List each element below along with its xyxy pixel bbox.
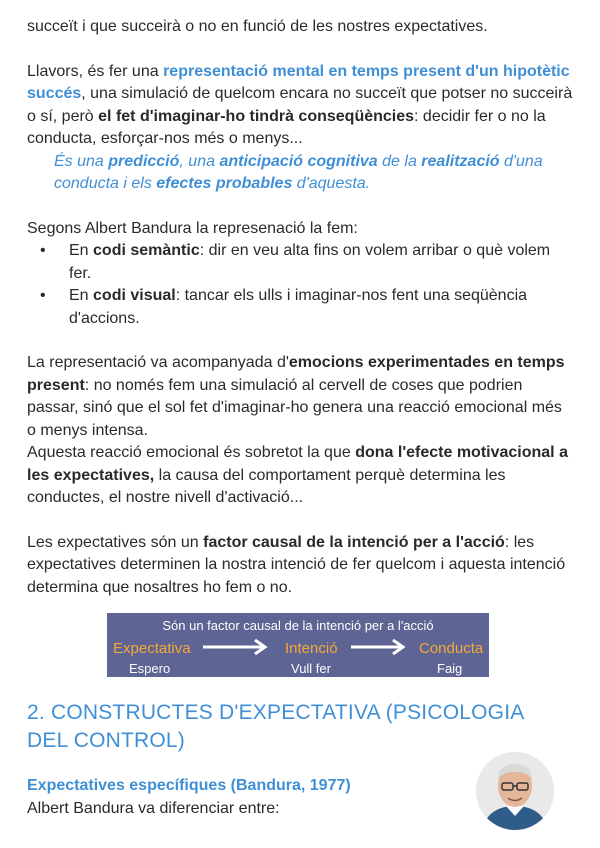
bullet-dot-icon: •	[40, 287, 46, 304]
paragraph-emotions	[27, 352, 575, 442]
list-item	[27, 285, 575, 330]
bold-emotions: emocions experimentades en temps present	[27, 354, 565, 394]
text-run: Llavors, és fer una	[27, 62, 164, 80]
text-run: : les expectatives determinen la nostra intenció de fer quelcom i aquesta intenció determina que nosaltres ho fem o no.	[27, 533, 566, 596]
figure-sub-espero: Espero	[129, 661, 171, 676]
text-run: Les expectatives són un	[27, 533, 204, 551]
quote-text: de la	[377, 152, 422, 170]
figure-sub-faig: Faig	[437, 661, 463, 676]
figure-sub-vull-fer: Vull fer	[291, 661, 331, 676]
paragraph-causal-factor	[27, 532, 575, 600]
quote-text: , una	[179, 152, 220, 170]
arrow-right-icon	[349, 639, 411, 655]
avatar	[476, 752, 554, 830]
quote-bold-realization: realització	[421, 152, 500, 170]
bold-term: codi visual	[93, 287, 176, 304]
bold-motivational-effect: dona l'efecte motivacional a les expectatives,	[27, 444, 568, 484]
quote-text: És una	[54, 152, 109, 170]
figure-term-conducta: Conducta	[419, 640, 484, 657]
text-run: La representació va acompanyada d'	[27, 354, 289, 371]
portrait-icon	[476, 752, 554, 830]
section-heading: 2. CONSTRUCTES D'EXPECTATIVA (PSICOLOGIA DEL CONTROL)	[27, 701, 524, 752]
bullet-list	[27, 240, 575, 330]
highlight-mental-representation: representació mental en temps present d'un hipotètic succés	[27, 62, 570, 102]
text-run: , una simulació de quelcom encara no succeït que potser no succeirà o sí, però	[27, 85, 573, 125]
bold-consequences: el fet d'imaginar-ho tindrà conseqüències	[98, 107, 415, 125]
figure-causal-chain	[107, 613, 489, 677]
figure-title: Són un factor causal de la intenció per a l'acció	[162, 618, 434, 633]
bullet-dot-icon: •	[40, 242, 46, 259]
quote-bold-effects: efectes probables	[156, 175, 293, 192]
bold-term: codi semàntic	[93, 242, 200, 259]
subheading: Expectatives específiques (Bandura, 1977)	[27, 777, 351, 794]
text-run: : tancar els ulls i imaginar-nos fent una seqüència d'accions.	[69, 287, 528, 327]
quote-text: d'aquesta.	[292, 175, 371, 192]
paragraph-intro-end: succeït i que succeirà o no en funció de les nostres expectatives.	[27, 18, 488, 35]
text-run: : decidir fer o no la conducta, esforçar-nos més o menys...	[27, 107, 546, 147]
text-run: En	[69, 242, 94, 259]
list-item	[27, 240, 575, 285]
text-run: : dir en veu alta fins on volem arribar o què volem fer.	[69, 242, 551, 282]
text-run: Aquesta reacció emocional és sobretot la que	[27, 444, 356, 461]
quote-definition	[54, 151, 575, 196]
arrow-right-icon	[201, 639, 275, 655]
text-run: : no només fem una simulació al cervell de coses que podrien passar, sinó que el sol fet d'imaginar-ho genera una reacció emocional més o menys intensa.	[27, 376, 562, 439]
figure-term-intencio: Intenció	[285, 640, 338, 657]
quote-bold-anticipation: anticipació cognitiva	[219, 152, 378, 170]
quote-bold-prediction: predicció	[108, 152, 180, 170]
paragraph-bandura-differentiation: Albert Bandura va diferenciar entre:	[27, 799, 280, 817]
figure-term-expectativa: Expectativa	[113, 640, 191, 657]
paragraph-bandura: Segons Albert Bandura la represenació la fem:	[27, 219, 358, 237]
paragraph-motivational-effect	[27, 442, 575, 510]
text-run: En	[69, 287, 94, 304]
text-run: la causa del comportament perquè determina les conductes, el nostre nivell d'activació...	[27, 466, 506, 506]
quote-text: d'una conducta i els	[54, 152, 543, 192]
paragraph-mental-representation	[27, 61, 575, 151]
document-page	[27, 16, 575, 820]
bold-causal-factor: factor causal de la intenció per a l'acció	[203, 533, 505, 551]
